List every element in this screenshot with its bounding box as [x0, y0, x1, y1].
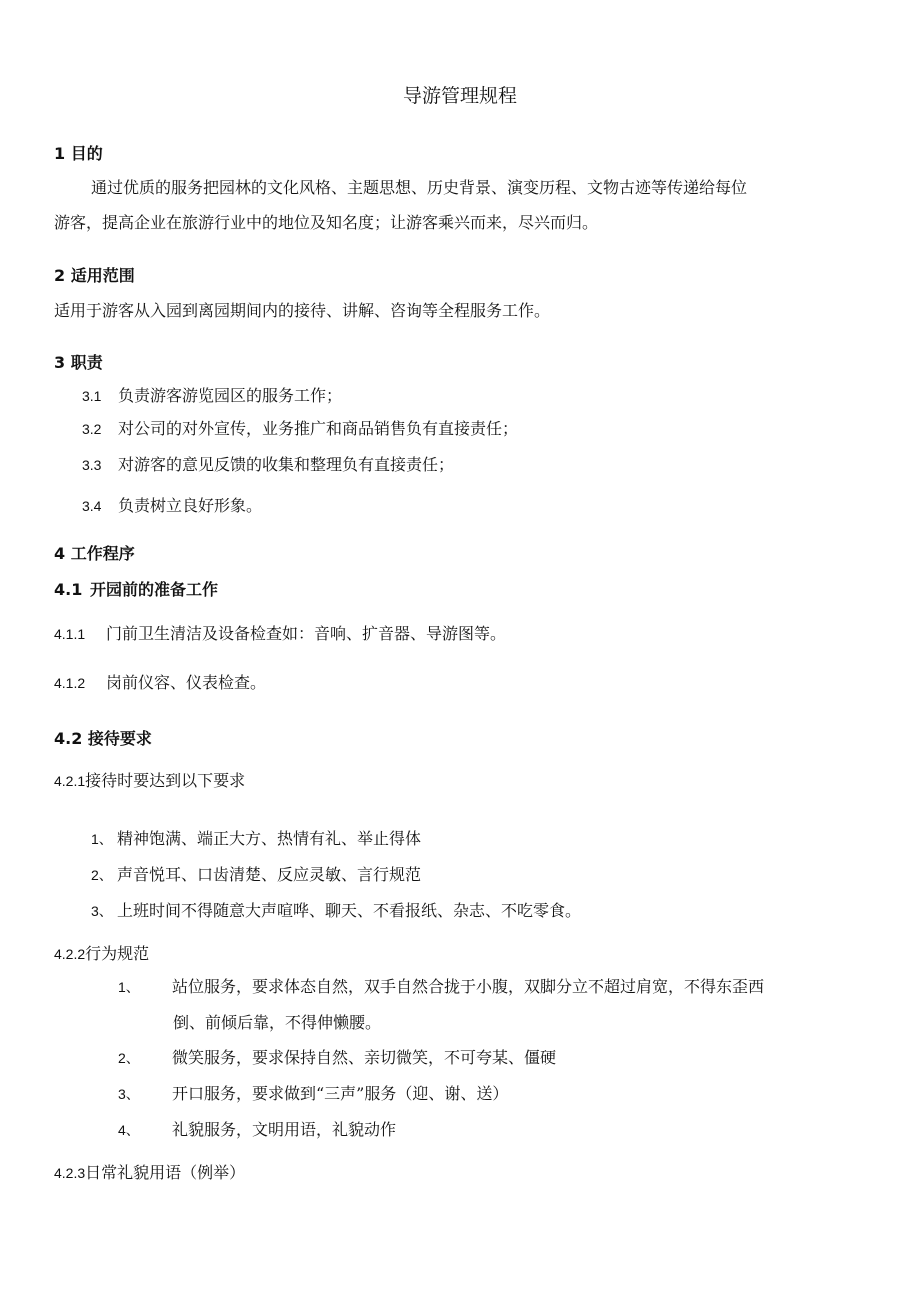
item-number: 1、 [91, 831, 113, 847]
section-2-heading: 2 适用范围 [54, 266, 135, 285]
item-text: 负责树立良好形象。 [118, 496, 263, 515]
item-number: 2、 [118, 1050, 140, 1066]
item-number: 3.4 [82, 498, 102, 514]
item-text: 礼貌服务，文明用语，礼貌动作 [172, 1120, 397, 1139]
item-text: 门前卫生清洁及设备检查如：音响、扩音器、导游图等。 [106, 624, 507, 643]
duty-item-3-2 [82, 419, 518, 439]
item-number: 2、 [91, 867, 113, 883]
conduct-item-4 [118, 1120, 396, 1140]
item-text: 站位服务，要求体态自然，双手自然合拢于小腹，双脚分立不超过肩宽，不得东歪西 [172, 977, 765, 996]
procedure-item-4-1-2 [54, 673, 266, 693]
item-text: 岗前仪容、仪表检查。 [106, 673, 267, 692]
section-number: 4.2.1 [54, 773, 86, 789]
item-text: 负责游客游览园区的服务工作； [118, 386, 343, 405]
section-number: 4.1 [54, 580, 83, 599]
conduct-item-1-continuation: 倒、前倾后靠，不得伸懒腰。 [173, 1013, 382, 1032]
duty-item-3-3 [82, 455, 454, 475]
item-number: 4.1.2 [54, 675, 86, 691]
item-number: 1、 [118, 979, 140, 995]
section-2-text: 适用于游客从入园到离园期间内的接待、讲解、咨询等全程服务工作。 [54, 301, 551, 320]
item-text: 开口服务，要求做到“三声”服务（迎、谢、送） [172, 1084, 509, 1103]
duty-item-3-4 [82, 496, 262, 516]
section-number: 4.2.2 [54, 946, 86, 962]
section-title: 开园前的准备工作 [90, 580, 219, 599]
item-number: 3、 [118, 1086, 140, 1102]
section-1-paragraph-line-2: 游客，提高企业在旅游行业中的地位及知名度；让游客乘兴而来，尽兴而归。 [54, 213, 599, 232]
item-text: 微笑服务，要求保持自然、亲切微笑，不可夸某、僵硬 [172, 1048, 557, 1067]
section-1-heading: 1 目的 [54, 144, 103, 163]
item-text: 声音悦耳、口齿清楚、反应灵敏、言行规范 [117, 865, 422, 884]
item-text: 对公司的对外宣传，业务推广和商品销售负有直接责任； [118, 419, 519, 438]
requirement-item-3 [91, 901, 581, 921]
duty-item-3-1 [82, 386, 342, 406]
section-title: 日常礼貌用语（例举） [85, 1163, 246, 1182]
item-text: 精神饱满、端正大方、热情有礼、举止得体 [117, 829, 422, 848]
section-title: 接待时要达到以下要求 [85, 771, 246, 790]
page-title: 导游管理规程 [402, 85, 517, 107]
section-number: 4.2.3 [54, 1165, 86, 1181]
item-number: 3.3 [82, 457, 102, 473]
conduct-item-1 [118, 977, 764, 997]
conduct-item-3 [118, 1084, 508, 1104]
item-number: 4.1.1 [54, 626, 86, 642]
conduct-item-2 [118, 1048, 556, 1068]
item-number: 3.2 [82, 421, 102, 437]
item-number: 4、 [118, 1122, 140, 1138]
item-number: 3.1 [82, 388, 102, 404]
item-number: 3、 [91, 903, 113, 919]
item-text: 上班时间不得随意大声喧哗、聊天、不看报纸、杂志、不吃零食。 [117, 901, 582, 920]
section-4-2-heading: 4.2 接待要求 [54, 729, 152, 748]
requirement-item-1 [91, 829, 421, 849]
item-text: 对游客的意见反馈的收集和整理负有直接责任； [118, 455, 455, 474]
procedure-item-4-1-1 [54, 624, 506, 644]
section-4-heading: 4 工作程序 [54, 544, 135, 563]
section-1-paragraph-line-1: 通过优质的服务把园林的文化风格、主题思想、历史背景、演变历程、文物古迹等传递给每位 [91, 178, 748, 197]
section-4-2-2-heading [54, 944, 149, 964]
section-4-2-1-heading [54, 771, 245, 791]
section-3-heading: 3 职责 [54, 353, 103, 372]
requirement-item-2 [91, 865, 421, 885]
section-title: 行为规范 [85, 944, 150, 963]
section-4-1-heading [54, 580, 218, 600]
section-4-2-3-heading [54, 1163, 245, 1183]
